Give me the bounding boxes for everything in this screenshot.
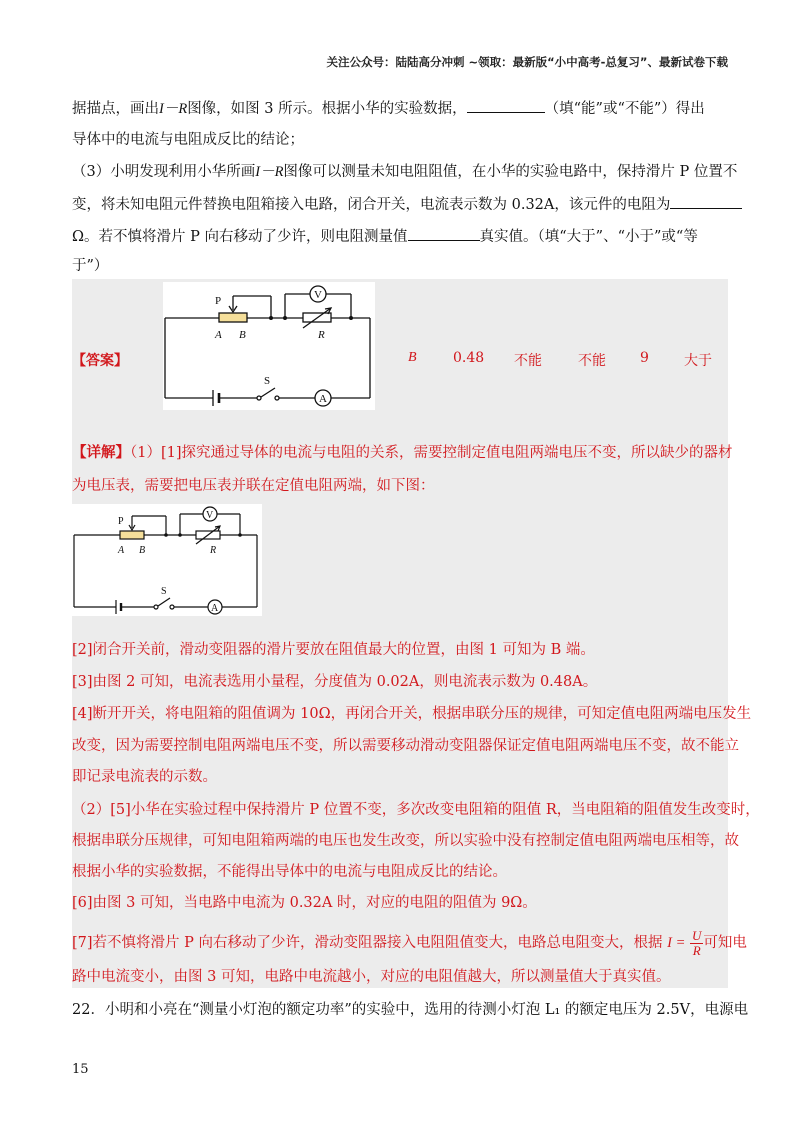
label-b: B bbox=[239, 329, 246, 341]
voltmeter-label: V bbox=[314, 289, 322, 301]
answer-2: 0.48 bbox=[453, 350, 485, 366]
detail-line-12 bbox=[72, 925, 747, 961]
label-a: A bbox=[215, 329, 222, 341]
question-line-4 bbox=[72, 194, 742, 215]
text: （1）[1]探究通过导体的电流与电阻的关系，需要控制定值电阻两端电压不变，所以缺少的器材 bbox=[130, 445, 733, 461]
detail-line-11: [6]由图 3 可知，当电路中电流为 0.32A 时，对应的电阻的阻值为 9Ω。 bbox=[72, 895, 537, 911]
question-line-2: 导体中的电流与电阻成反比的结论； bbox=[72, 132, 304, 148]
detail-line-9: 根据串联分压规律，可知电阻箱两端的电压也发生改变，所以实验中没有控制定值电阻两端电压相等，故 bbox=[72, 833, 739, 849]
detail-line-1 bbox=[72, 443, 733, 463]
question-line-1 bbox=[72, 98, 705, 119]
label-s: S bbox=[264, 375, 271, 387]
formula-var: I－R bbox=[255, 164, 284, 180]
text: 真实值。（填“大于”、“小于”或“等 bbox=[479, 229, 698, 245]
detail-line-4: [3]由图 2 可知，电流表选用小量程，分度值为 0.02A，则电流表示数为 0.48A。 bbox=[72, 674, 598, 690]
voltmeter-label: V bbox=[206, 510, 214, 521]
formula-fraction bbox=[690, 929, 703, 958]
answer-circuit-diagram bbox=[163, 282, 375, 410]
text: [7]若不慎将滑片 P 向右移动了少许，滑动变阻器接入电阻阻值变大，电路总电阻变大，根据 bbox=[72, 935, 663, 951]
label-s: S bbox=[161, 586, 167, 597]
answer-6: 大于 bbox=[684, 353, 712, 369]
detail-line-6: 改变，因为需要控制电阻两端电压不变，所以需要移动滑动变阻器保证定值电阻两端电压不变，故不能立 bbox=[72, 738, 739, 754]
detail-tag: 【详解】 bbox=[72, 444, 130, 461]
label-r: R bbox=[210, 545, 217, 556]
detail-line-7: 即记录电流表的示数。 bbox=[72, 769, 217, 785]
text: 据描点，画出 bbox=[72, 101, 159, 117]
detail-line-13: 路中电流变小，由图 3 可知，电路中电流越小，对应的电阻值越大，所以测量值大于真实值。 bbox=[72, 969, 671, 985]
page-header: 关注公众号：陆陆高分冲刺 ~领取：最新版“小中高考-总复习”、最新试卷下载 bbox=[326, 55, 728, 69]
text: 图像，如图 3 所示。根据小华的实验数据， bbox=[187, 101, 467, 117]
answer-5: 9 bbox=[640, 350, 649, 366]
question-22-line: 22．小明和小亮在“测量小灯泡的额定功率”的实验中，选用的待测小灯泡 L₁ 的额定电压为 2.5V，电源电 bbox=[72, 1002, 749, 1018]
detail-line-3: [2]闭合开关前，滑动变阻器的滑片要放在阻值最大的位置，由图 1 可知为 B 端。 bbox=[72, 642, 595, 658]
detail-line-2: 为电压表，需要把电压表并联在定值电阻两端，如下图： bbox=[72, 478, 435, 494]
answer-blank bbox=[670, 194, 742, 209]
question-line-5 bbox=[72, 226, 698, 247]
answer-tag: 【答案】 bbox=[72, 353, 128, 369]
question-line-3 bbox=[72, 162, 737, 182]
answer-blank bbox=[408, 226, 480, 241]
label-a: A bbox=[118, 545, 125, 556]
question-line-6: 于”） bbox=[72, 258, 109, 274]
fraction-denominator: R bbox=[692, 942, 701, 958]
text: 变，将未知电阻元件替换电阻箱接入电路，闭合开关，电流表示数为 0.32A，该元件的电阻为 bbox=[72, 197, 671, 213]
ammeter-label: A bbox=[211, 603, 219, 614]
label-p: P bbox=[118, 516, 124, 527]
formula-var: I－R bbox=[159, 101, 188, 117]
formula-lhs: I = bbox=[667, 935, 686, 951]
label-r: R bbox=[318, 329, 325, 341]
text: （3）小明发现利用小华所画 bbox=[72, 164, 256, 180]
label-b: B bbox=[139, 545, 146, 556]
text: Ω。若不慎将滑片 P 向右移动了少许，则电阻测量值 bbox=[72, 229, 408, 245]
page-number: 15 bbox=[72, 1062, 89, 1077]
answer-blank bbox=[467, 98, 545, 113]
answer-1: B bbox=[408, 350, 417, 365]
detail-circuit-diagram bbox=[72, 504, 262, 616]
detail-line-8: （2）[5]小华在实验过程中保持滑片 P 位置不变，多次改变电阻箱的阻值 R，当电阻箱的阻值发生改变时， bbox=[72, 802, 760, 818]
text: （填“能”或“不能”）得出 bbox=[544, 101, 705, 117]
detail-line-10: 根据小华的实验数据，不能得出导体中的电流与电阻成反比的结论。 bbox=[72, 864, 507, 880]
text: 可知电 bbox=[703, 935, 747, 951]
fraction-numerator: U bbox=[691, 927, 702, 943]
answer-3: 不能 bbox=[514, 353, 542, 369]
ammeter-label: A bbox=[319, 393, 327, 405]
answer-4: 不能 bbox=[578, 353, 606, 369]
detail-line-5: [4]断开开关，将电阻箱的阻值调为 10Ω，再闭合开关，根据串联分压的规律，可知定值电阻两端电压发生 bbox=[72, 706, 752, 722]
label-p: P bbox=[215, 295, 222, 307]
text: 图像可以测量未知电阻阻值，在小华的实验电路中，保持滑片 P 位置不 bbox=[283, 164, 738, 180]
